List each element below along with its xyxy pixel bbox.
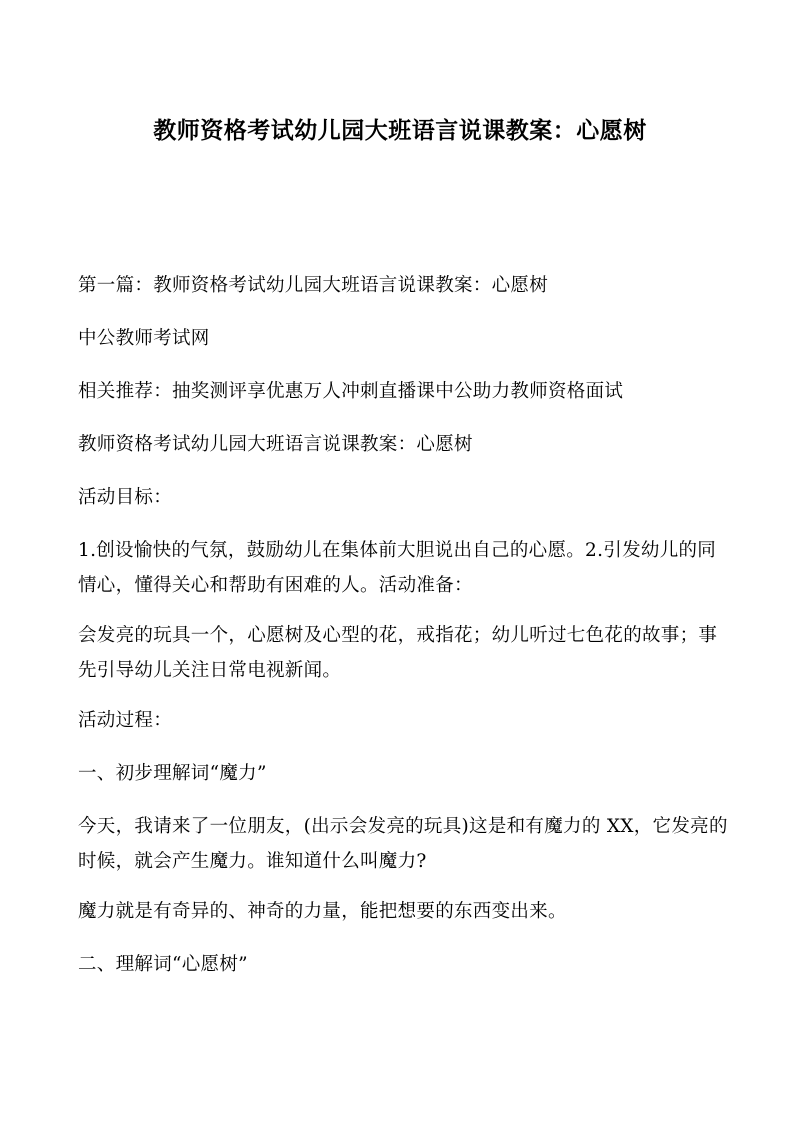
paragraph-source: 中公教师考试网: [78, 328, 210, 349]
document-title: 教师资格考试幼儿园大班语言说课教案：心愿树: [153, 118, 647, 144]
paragraph-related-recommendation: 相关推荐：抽奖测评享优惠万人冲刺直播课中公助力教师资格面试: [78, 381, 624, 402]
paragraph-section-two-heading: 二、理解词“心愿树”: [78, 954, 248, 975]
document-body: [78, 268, 730, 1000]
paragraph-section-one-heading: 一、初步理解词“魔力”: [78, 763, 267, 784]
paragraph-part-one-heading: 第一篇：教师资格考试幼儿园大班语言说课教案：心愿树: [78, 275, 549, 296]
paragraph-preparation: 会发亮的玩具一个，心愿树及心型的花，戒指花；幼儿听过七色花的故事；事先引导幼儿关注日常电视新闻。: [78, 625, 718, 681]
paragraph-activity-goals: 1.创设愉快的气氛，鼓励幼儿在集体前大胆说出自己的心愿。2.引发幼儿的同情心，懂得关心和帮助有困难的人。活动准备：: [78, 540, 717, 596]
paragraph-section-one-intro: 今天，我请来了一位朋友，(出示会发亮的玩具)这是和有魔力的 XX，它发亮的时候，就会产生魔力。谁知道什么叫魔力?: [78, 816, 728, 872]
paragraph-magic-definition: 魔力就是有奇异的、神奇的力量，能把想要的东西变出来。: [78, 901, 567, 922]
paragraph-process-heading: 活动过程：: [78, 710, 173, 731]
paragraph-lesson-title: 教师资格考试幼儿园大班语言说课教案：心愿树: [78, 434, 473, 455]
paragraph-activity-goals-heading: 活动目标：: [78, 487, 173, 508]
